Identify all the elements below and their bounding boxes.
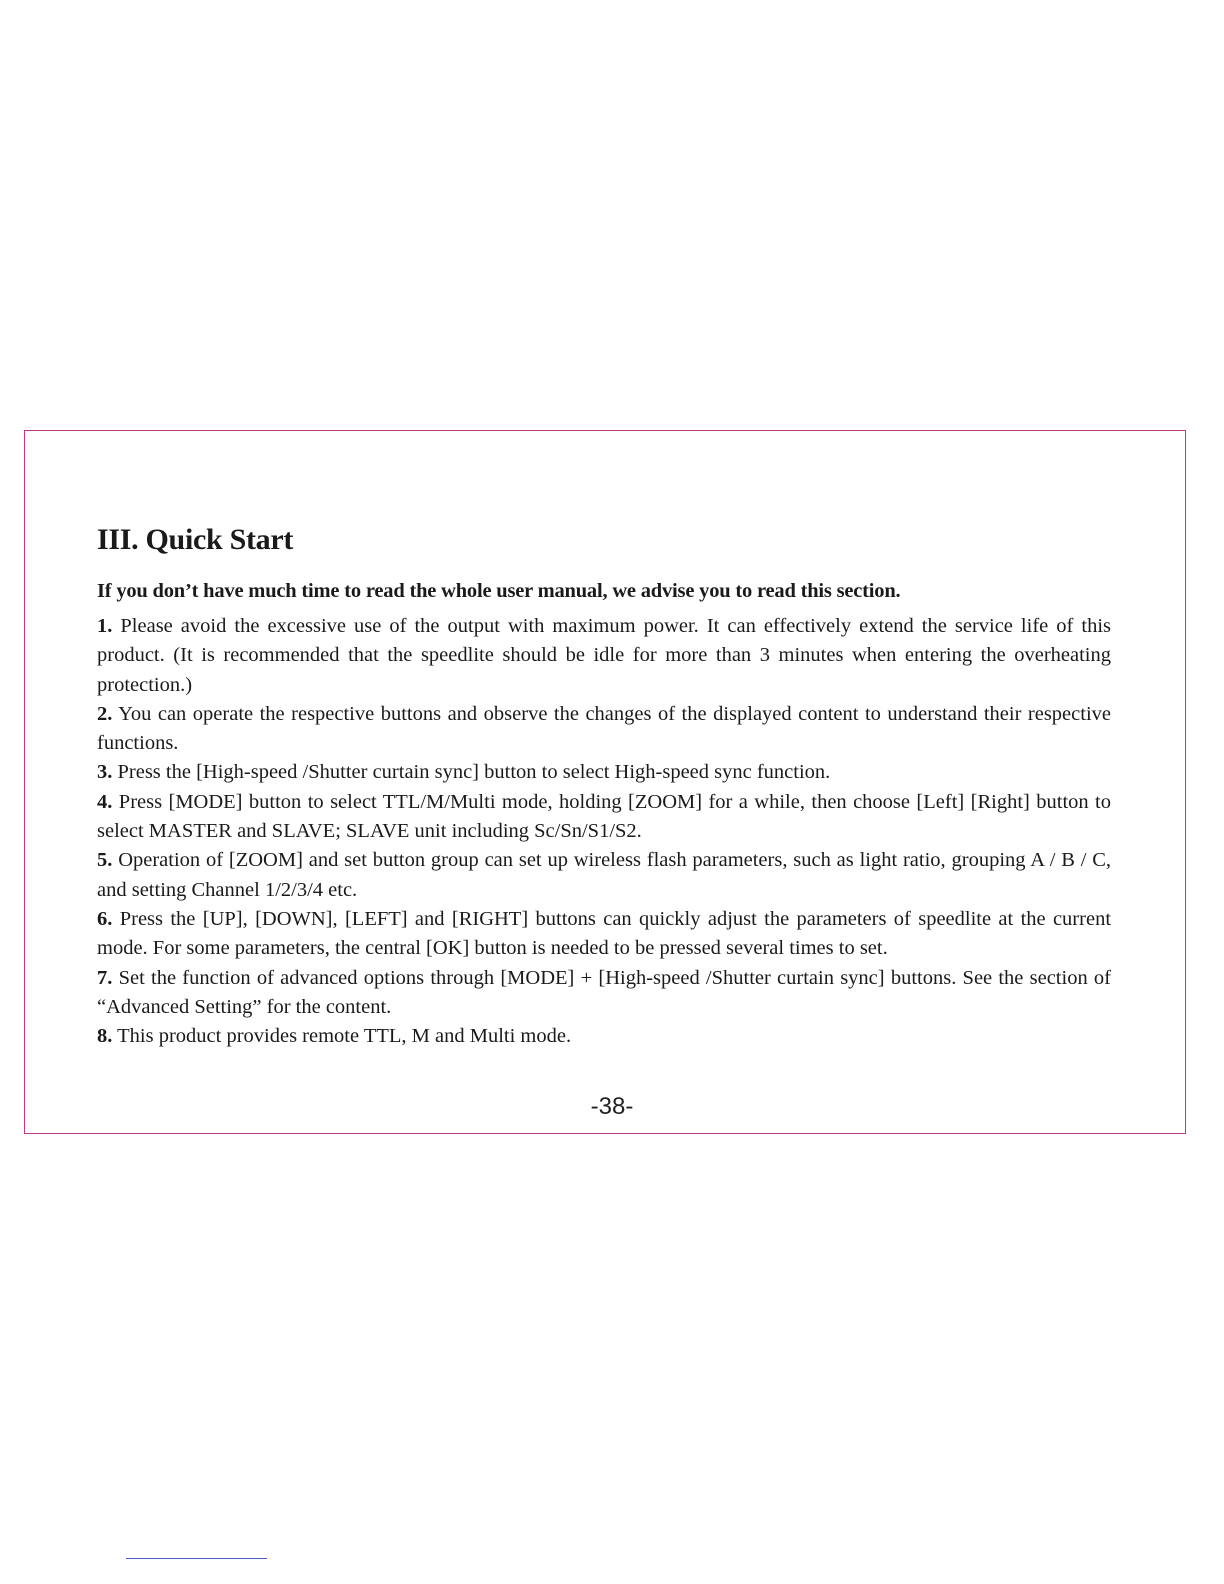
item-number: 6. (97, 907, 113, 930)
list-item (97, 905, 1111, 964)
list-item (97, 964, 1111, 1023)
item-text: Press [MODE] button to select TTL/M/Multi mode, holding [ZOOM] for a while, then choose [Left] [Right] button to select MASTER and SLAVE; SLAVE unit including Sc/Sn/S1/S2. (97, 790, 1112, 843)
item-text: Set the function of advanced options through [MODE] + [High-speed /Shutter curtain sync] buttons. See the section of “Advanced Setting” for the content. (97, 966, 1112, 1018)
list-item (97, 788, 1111, 847)
quick-start-list (97, 612, 1111, 1051)
footer-rule (126, 1558, 267, 1559)
list-item (97, 1022, 1111, 1051)
item-number: 3. (97, 761, 113, 784)
item-number: 4. (97, 790, 113, 813)
manual-section (97, 522, 1111, 1051)
list-item (97, 700, 1111, 759)
list-item (97, 758, 1111, 787)
list-item (97, 846, 1111, 905)
item-text: Press the [High-speed /Shutter curtain sync] button to select High-speed sync function. (117, 761, 831, 784)
section-intro: If you don’t have much time to read the whole user manual, we advise you to read this section. (97, 580, 901, 602)
item-text: Please avoid the excessive use of the output with maximum power. It can effectively extend the service life of this product. (It is recommended that the speedlite should be idle for more than 3 minutes when entering the overheating protection.) (97, 615, 1111, 696)
item-number: 5. (97, 849, 113, 872)
section-title: III. Quick Start (97, 523, 294, 556)
page-number: -38- (590, 1093, 634, 1120)
item-text: Operation of [ZOOM] and set button group can set up wireless flash parameters, such as light ratio, grouping A / B / C, and setting Channel 1/2/3/4 etc. (97, 849, 1112, 901)
item-text: This product provides remote TTL, M and Multi mode. (117, 1025, 572, 1048)
item-number: 8. (97, 1025, 113, 1048)
item-text: You can operate the respective buttons and observe the changes of the displayed content to understand their respective functions. (97, 702, 1111, 755)
list-item (97, 612, 1111, 700)
item-number: 2. (97, 702, 113, 725)
item-text: Press the [UP], [DOWN], [LEFT] and [RIGHT] buttons can quickly adjust the parameters of speedlite at the current mode. For some parameters, the central [OK] button is needed to be pressed several times to set. (97, 907, 1112, 960)
item-number: 7. (97, 966, 113, 989)
item-number: 1. (97, 615, 113, 637)
